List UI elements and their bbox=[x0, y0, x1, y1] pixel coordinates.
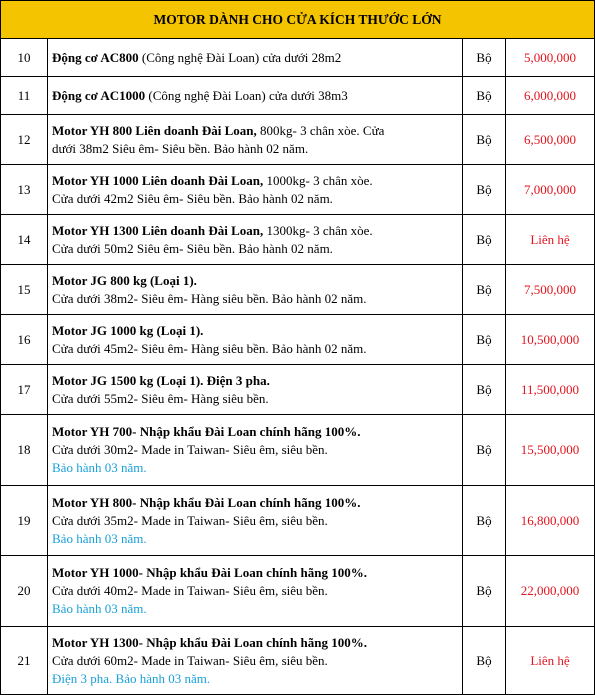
row-unit: Bộ bbox=[463, 486, 506, 556]
row-description bbox=[48, 215, 463, 265]
product-name: Động cơ AC800 bbox=[52, 49, 139, 65]
product-name: Motor YH 800 Liên doanh Đài Loan, bbox=[52, 122, 257, 138]
row-unit: Bộ bbox=[463, 215, 506, 265]
table-row bbox=[1, 365, 595, 415]
row-number: 15 bbox=[1, 265, 48, 315]
product-name: Motor YH 1300- Nhập khẩu Đài Loan chính hãng 100%. bbox=[52, 634, 367, 650]
table-row bbox=[1, 415, 595, 486]
product-detail-line: Cửa dưới 30m2- Made in Taiwan- Siêu êm, siêu bền. bbox=[52, 442, 328, 457]
row-unit: Bộ bbox=[463, 627, 506, 695]
row-unit: Bộ bbox=[463, 315, 506, 365]
row-unit: Bộ bbox=[463, 39, 506, 77]
warranty-note: Bảo hành 03 năm. bbox=[52, 530, 147, 546]
row-price: 10,500,000 bbox=[506, 315, 595, 365]
row-price: Liên hệ bbox=[506, 215, 595, 265]
row-description bbox=[48, 556, 463, 627]
row-price: 7,500,000 bbox=[506, 265, 595, 315]
row-unit: Bộ bbox=[463, 77, 506, 115]
product-name: Motor JG 800 kg (Loại 1). bbox=[52, 272, 197, 288]
row-number: 18 bbox=[1, 415, 48, 486]
product-detail: 800kg- 3 chân xòe. Cửa bbox=[256, 122, 385, 138]
row-description bbox=[48, 486, 463, 556]
product-name: Motor YH 700- Nhập khẩu Đài Loan chính hãng 100%. bbox=[52, 424, 361, 439]
row-price: Liên hệ bbox=[506, 627, 595, 695]
table-row bbox=[1, 115, 595, 165]
table-header-row bbox=[1, 1, 595, 39]
table-row bbox=[1, 165, 595, 215]
product-name: Motor YH 800- Nhập khẩu Đài Loan chính hãng 100%. bbox=[52, 494, 361, 510]
row-price: 5,000,000 bbox=[506, 39, 595, 77]
table-row bbox=[1, 486, 595, 556]
product-detail-line: Cửa dưới 60m2- Made in Taiwan- Siêu êm, siêu bền. bbox=[52, 652, 328, 668]
product-detail-line: Cửa dưới 55m2- Siêu êm- Hàng siêu bền. bbox=[52, 390, 269, 406]
row-unit: Bộ bbox=[463, 265, 506, 315]
product-detail: (Công nghệ Đài Loan) cửa dưới 38m3 bbox=[145, 87, 348, 103]
product-detail: (Công nghệ Đài Loan) cửa dưới 28m2 bbox=[138, 49, 342, 65]
row-description bbox=[48, 39, 463, 77]
table-row bbox=[1, 39, 595, 77]
product-detail-line: Cửa dưới 35m2- Made in Taiwan- Siêu êm, siêu bền. bbox=[52, 512, 328, 528]
row-description bbox=[48, 415, 463, 486]
product-name: Motor YH 1000- Nhập khẩu Đài Loan chính hãng 100%. bbox=[52, 565, 367, 580]
table-row bbox=[1, 627, 595, 695]
row-description bbox=[48, 627, 463, 695]
warranty-note: Bảo hành 03 năm. bbox=[52, 601, 147, 616]
product-name: Động cơ AC1000 bbox=[52, 87, 146, 103]
row-unit: Bộ bbox=[463, 365, 506, 415]
row-description bbox=[48, 315, 463, 365]
row-number: 16 bbox=[1, 315, 48, 365]
product-detail: 1300kg- 3 chân xòe. bbox=[263, 222, 373, 238]
table-row bbox=[1, 265, 595, 315]
product-detail-line: dưới 38m2 Siêu êm- Siêu bền. Bảo hành 02 năm. bbox=[52, 140, 309, 156]
product-detail-line: Cửa dưới 50m2 Siêu êm- Siêu bền. Bảo hành 02 năm. bbox=[52, 240, 333, 256]
row-price: 16,800,000 bbox=[506, 486, 595, 556]
product-name: Motor JG 1500 kg (Loại 1). Điện 3 pha. bbox=[52, 372, 270, 388]
row-price: 7,000,000 bbox=[506, 165, 595, 215]
row-number: 17 bbox=[1, 365, 48, 415]
row-unit: Bộ bbox=[463, 165, 506, 215]
product-detail-line: Cửa dưới 40m2- Made in Taiwan- Siêu êm, siêu bền. bbox=[52, 583, 328, 598]
row-description bbox=[48, 365, 463, 415]
row-description bbox=[48, 77, 463, 115]
table-title: MOTOR DÀNH CHO CỬA KÍCH THƯỚC LỚN bbox=[1, 1, 595, 39]
row-description bbox=[48, 265, 463, 315]
table-row bbox=[1, 77, 595, 115]
row-description bbox=[48, 115, 463, 165]
product-detail-line: Cửa dưới 38m2- Siêu êm- Hàng siêu bền. Bảo hành 02 năm. bbox=[52, 290, 367, 306]
warranty-note: Bảo hành 03 năm. bbox=[52, 460, 147, 475]
warranty-note: Điện 3 pha. Bảo hành 03 năm. bbox=[52, 670, 211, 686]
table-row bbox=[1, 315, 595, 365]
product-detail-line: Cửa dưới 42m2 Siêu êm- Siêu bền. Bảo hành 02 năm. bbox=[52, 190, 333, 206]
product-name: Motor JG 1000 kg (Loại 1). bbox=[52, 322, 204, 338]
table-row bbox=[1, 215, 595, 265]
row-price: 6,500,000 bbox=[506, 115, 595, 165]
row-number: 13 bbox=[1, 165, 48, 215]
product-detail-line: Cửa dưới 45m2- Siêu êm- Hàng siêu bền. Bảo hành 02 năm. bbox=[52, 340, 367, 356]
row-number: 12 bbox=[1, 115, 48, 165]
row-unit: Bộ bbox=[463, 556, 506, 627]
row-number: 21 bbox=[1, 627, 48, 695]
row-price: 6,000,000 bbox=[506, 77, 595, 115]
row-number: 10 bbox=[1, 39, 48, 77]
row-number: 11 bbox=[1, 77, 48, 115]
row-price: 15,500,000 bbox=[506, 415, 595, 486]
product-detail: 1000kg- 3 chân xòe. bbox=[263, 172, 373, 188]
product-name: Motor YH 1000 Liên doanh Đài Loan, bbox=[52, 172, 264, 188]
product-name: Motor YH 1300 Liên doanh Đài Loan, bbox=[52, 222, 264, 238]
row-price: 22,000,000 bbox=[506, 556, 595, 627]
row-number: 20 bbox=[1, 556, 48, 627]
table-row bbox=[1, 556, 595, 627]
row-number: 14 bbox=[1, 215, 48, 265]
row-price: 11,500,000 bbox=[506, 365, 595, 415]
row-unit: Bộ bbox=[463, 415, 506, 486]
row-number: 19 bbox=[1, 486, 48, 556]
row-unit: Bộ bbox=[463, 115, 506, 165]
row-description bbox=[48, 165, 463, 215]
